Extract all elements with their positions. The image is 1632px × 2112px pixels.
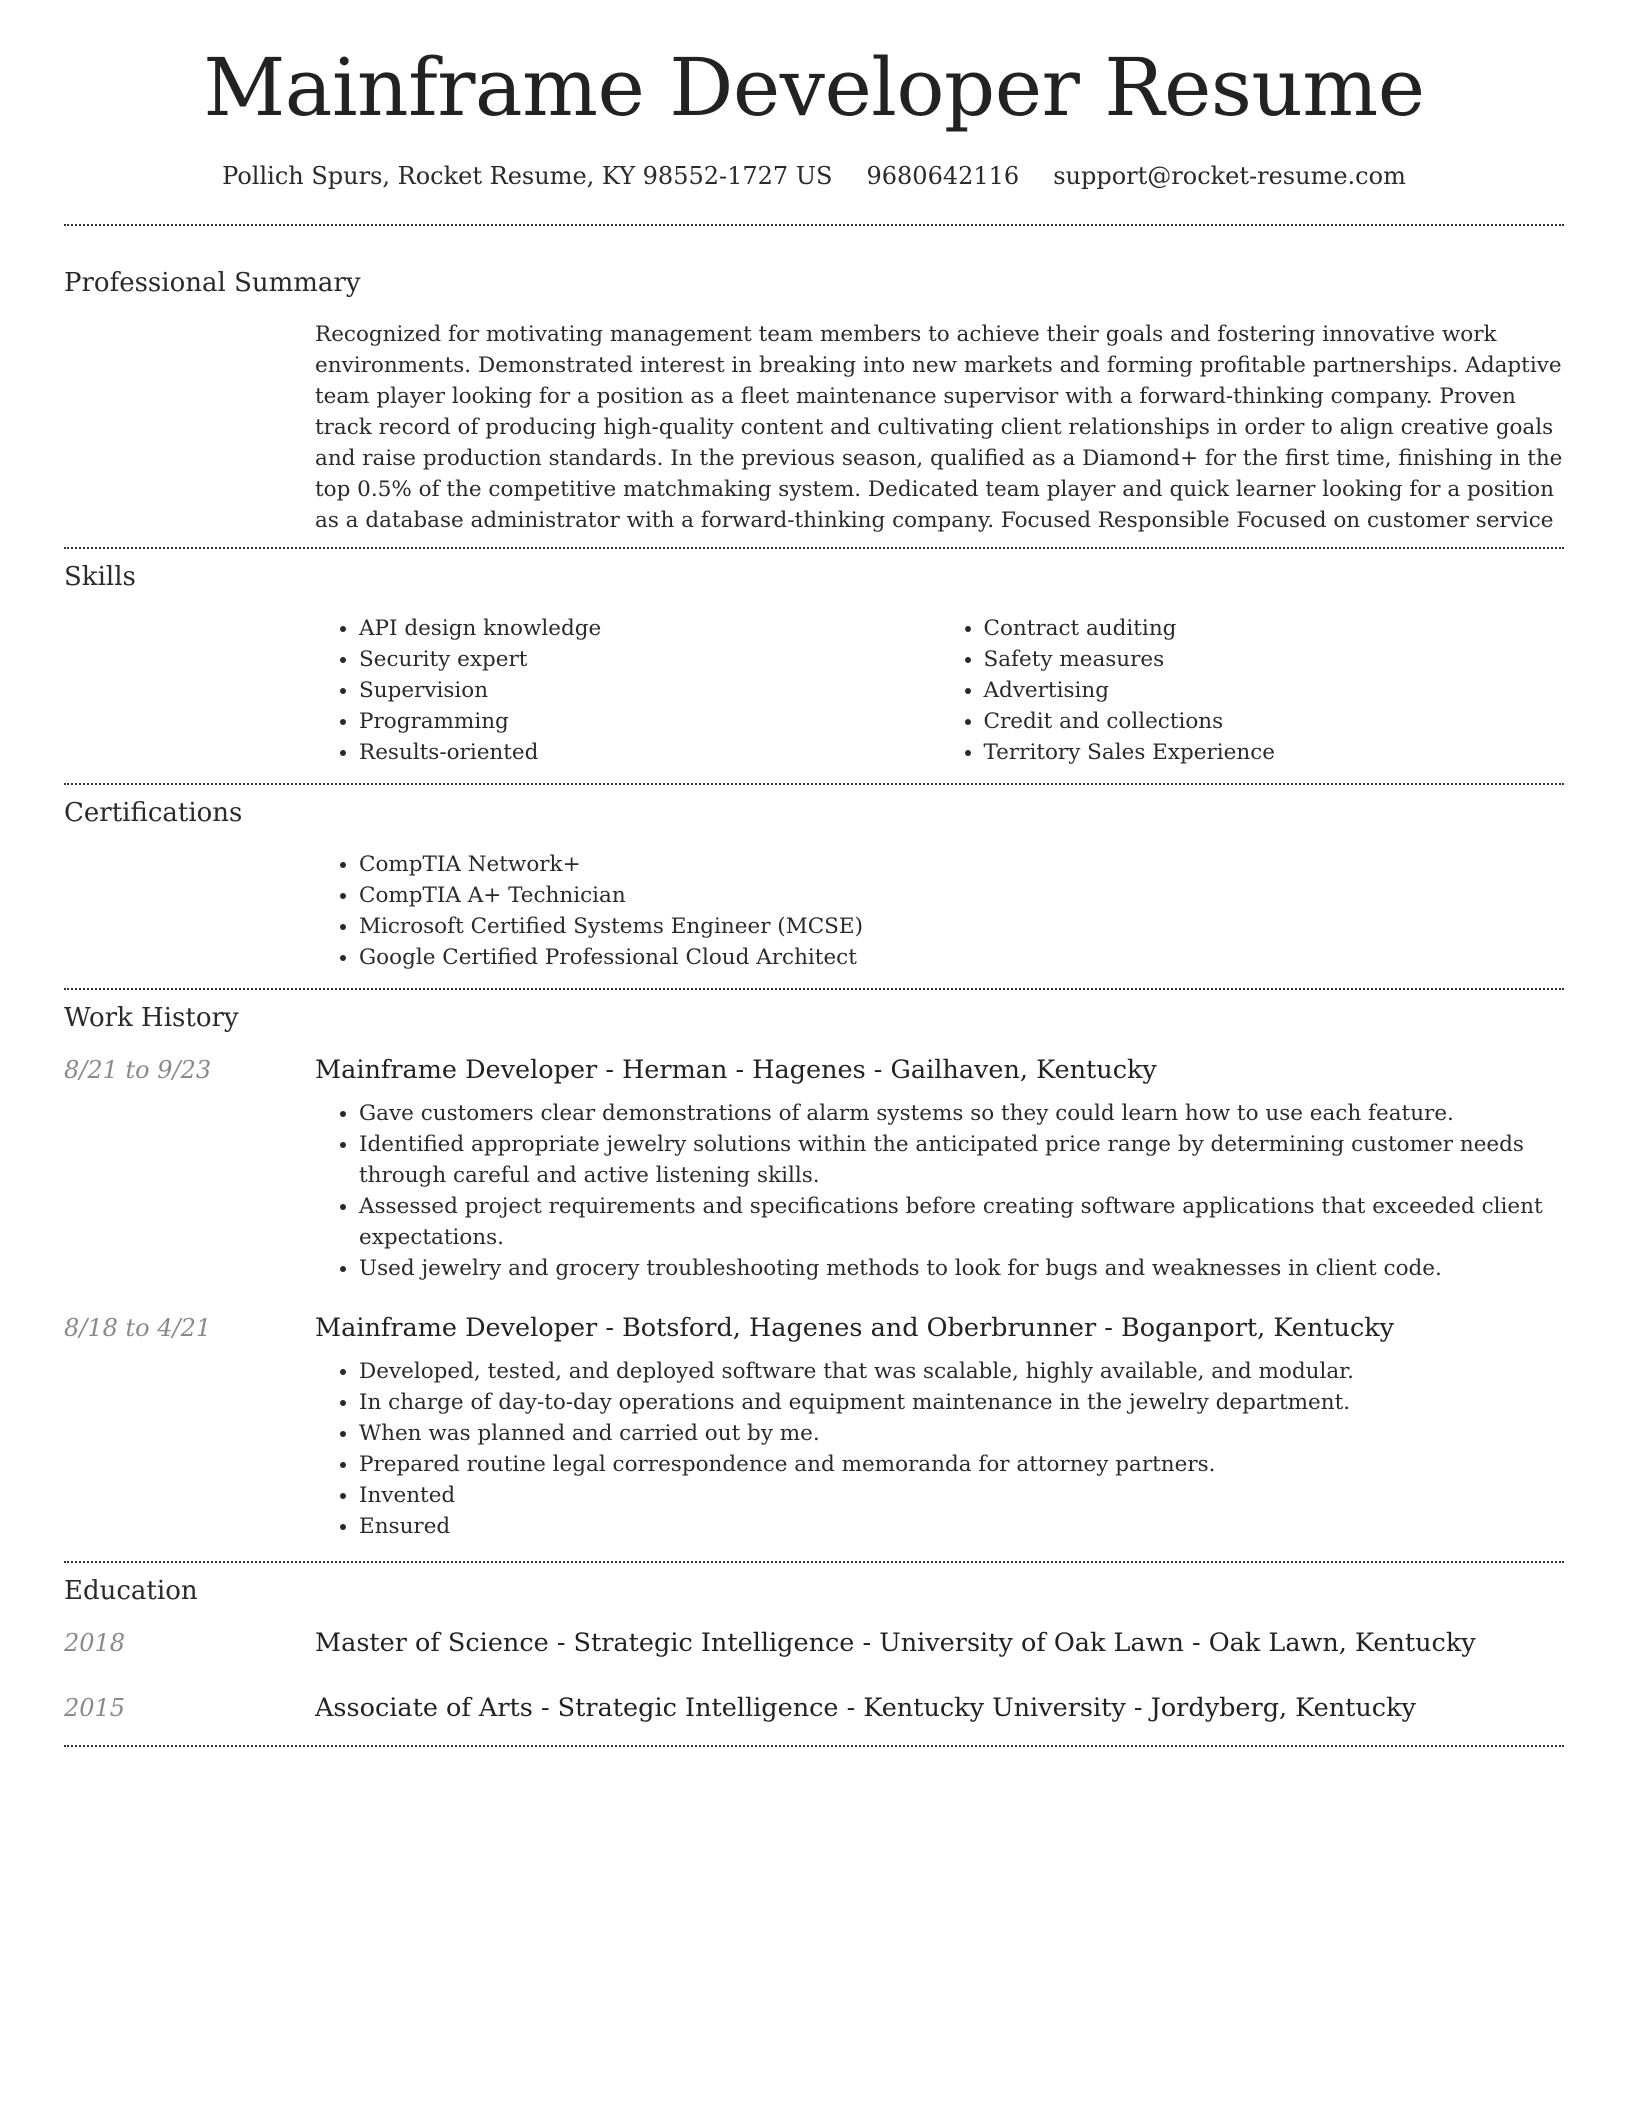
skills-list-left <box>315 613 940 768</box>
education-entry <box>64 1628 1564 1658</box>
certifications-title: Certifications <box>64 798 243 828</box>
education-year: 2018 <box>64 1629 126 1657</box>
skill-item: • Programming <box>359 706 940 737</box>
education-year: 2015 <box>64 1694 126 1722</box>
job-bullet: • Ensured <box>359 1511 1564 1542</box>
job-bullet: • Gave customers clear demonstrations of alarm systems so they could learn how to use each feature. <box>359 1098 1564 1129</box>
certification-item: • Google Certified Professional Cloud Architect <box>359 942 1564 973</box>
job-bullet: • Invented <box>359 1480 1564 1511</box>
job-bullet: • Used jewelry and grocery troubleshooting methods to look for bugs and weaknesses in client code. <box>359 1253 1564 1284</box>
job-entry <box>64 1313 1564 1542</box>
job-bullet: • Developed, tested, and deployed software that was scalable, highly available, and modular. <box>359 1356 1564 1387</box>
skills-list-right <box>940 613 1565 768</box>
resume-title: Mainframe Developer Resume <box>203 41 1425 134</box>
job-bullet: • Assessed project requirements and specifications before creating software applications that exceeded client expectations. <box>359 1191 1564 1253</box>
education-heading: Associate of Arts - Strategic Intelligence - Kentucky University - Jordyberg, Kentucky <box>315 1693 1416 1723</box>
job-heading: Mainframe Developer - Herman - Hagenes - Gailhaven, Kentucky <box>315 1055 1157 1085</box>
certification-item: • Microsoft Certified Systems Engineer (MCSE) <box>359 911 1564 942</box>
summary-divider <box>64 547 1564 549</box>
resume-header <box>64 0 1564 190</box>
education-heading: Master of Science - Strategic Intelligence - University of Oak Lawn - Oak Lawn, Kentucky <box>315 1628 1476 1658</box>
job-header <box>64 1313 1564 1343</box>
summary-section <box>64 268 1564 536</box>
summary-title: Professional Summary <box>64 268 361 298</box>
skills-title: Skills <box>64 562 136 592</box>
contact-address: Pollich Spurs, Rocket Resume, KY 98552-1727 US <box>222 162 833 190</box>
work-divider <box>64 1561 1564 1563</box>
skill-item: • Results-oriented <box>359 737 940 768</box>
work-section <box>64 1003 1564 1542</box>
skill-item: • Advertising <box>984 675 1565 706</box>
skill-item: • Credit and collections <box>984 706 1565 737</box>
job-header <box>64 1055 1564 1085</box>
skill-item: • API design knowledge <box>359 613 940 644</box>
contact-email: support@rocket-resume.com <box>1053 162 1406 190</box>
education-entry <box>64 1693 1564 1723</box>
skill-item: • Security expert <box>359 644 940 675</box>
job-bullet: • In charge of day-to-day operations and equipment maintenance in the jewelry department. <box>359 1387 1564 1418</box>
job-details <box>315 1098 1564 1284</box>
skill-item: • Contract auditing <box>984 613 1565 644</box>
skills-grid <box>315 613 1564 768</box>
summary-text: Recognized for motivating management team members to achieve their goals and fostering innovative work environments. Demonstrated interest in breaking into new markets and forming profitable partnerships. Adaptive team player looking for a position as a fleet maintenance supervisor with a forward-thinking company. Proven track record of producing high-quality content and cultivating client relationships in order to align creative goals and raise production standards. In the previous season, qualified as a Diamond+ for the first time, finishing in the top 0.5% of the competitive matchmaking system. Dedicated team player and quick learner looking for a position as a database administrator with a forward-thinking company. Focused Responsible Focused on customer service <box>315 322 1563 533</box>
job-heading: Mainframe Developer - Botsford, Hagenes and Oberbrunner - Boganport, Kentucky <box>315 1313 1395 1343</box>
skill-item: • Supervision <box>359 675 940 706</box>
certification-item: • CompTIA Network+ <box>359 849 1564 880</box>
job-bullet: • Prepared routine legal correspondence and memoranda for attorney partners. <box>359 1449 1564 1480</box>
job-bullet: • Identified appropriate jewelry solutions within the anticipated price range by determining customer needs through careful and active listening skills. <box>359 1129 1564 1191</box>
education-title: Education <box>64 1576 198 1606</box>
header-divider <box>64 224 1564 226</box>
job-bullet: • When was planned and carried out by me. <box>359 1418 1564 1449</box>
job-dates: 8/21 to 9/23 <box>64 1056 212 1084</box>
contact-line <box>64 162 1564 190</box>
skill-item: • Territory Sales Experience <box>984 737 1565 768</box>
job-dates: 8/18 to 4/21 <box>64 1314 212 1342</box>
certifications-content <box>315 849 1564 973</box>
education-divider <box>64 1745 1564 1747</box>
skill-item: • Safety measures <box>984 644 1565 675</box>
certifications-list <box>315 849 1564 973</box>
certifications-divider <box>64 988 1564 990</box>
work-title: Work History <box>64 1003 239 1033</box>
contact-phone: 9680642116 <box>866 162 1020 190</box>
job-bullets <box>315 1356 1564 1542</box>
job-entry <box>64 1055 1564 1284</box>
certifications-section <box>64 798 1564 973</box>
certification-item: • CompTIA A+ Technician <box>359 880 1564 911</box>
job-details <box>315 1356 1564 1542</box>
skills-section <box>64 562 1564 768</box>
skills-divider <box>64 783 1564 785</box>
job-bullets <box>315 1098 1564 1284</box>
education-section <box>64 1576 1564 1723</box>
